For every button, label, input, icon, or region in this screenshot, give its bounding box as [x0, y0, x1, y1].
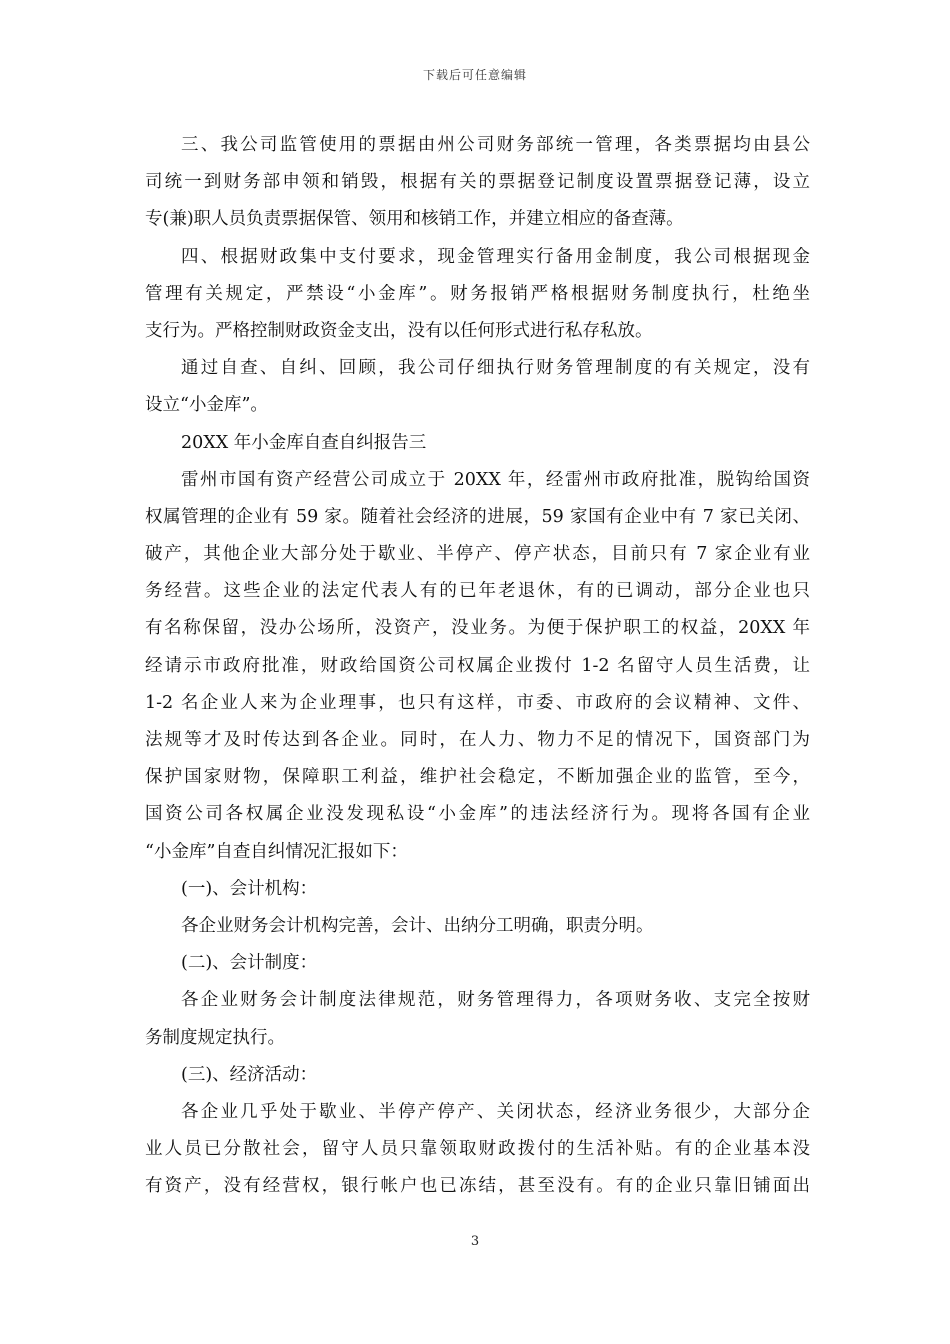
- paragraph-line: 通过自查、自纠、回顾，我公司仔细执行财务管理制度的有关规定，没有: [181, 358, 810, 379]
- paragraph-line: 雷州市国有资产经营公司成立于 20XX 年，经雷州市政府批准，脱钩给国资: [181, 469, 810, 490]
- paragraph-line: 务经营。这些企业的法定代表人有的已年老退休，有的已调动，部分企业也只: [145, 581, 810, 602]
- page-number: 3: [470, 1234, 480, 1249]
- paragraph-line: 国资公司各权属企业没发现私设“小金库”的违法经济行为。现将各国有企业: [145, 804, 810, 825]
- paragraph-line: 司统一到财务部申领和销毁，根据有关的票据登记制度设置票据登记薄，设立: [145, 172, 810, 193]
- paragraph-line: 务制度规定执行。: [145, 1027, 285, 1048]
- paragraph-line: 专(兼)职人员负责票据保管、领用和核销工作，并建立相应的备查薄。: [145, 209, 684, 230]
- paragraph-line: 权属管理的企业有 59 家。随着社会经济的进展，59 家国有企业中有 7 家已关闭、: [145, 506, 810, 527]
- paragraph-line: 支行为。严格控制财政资金支出，没有以任何形式进行私存私放。: [145, 320, 653, 341]
- paragraph-line: 设立“小金库”。: [145, 395, 268, 416]
- paragraph-line: 四、根据财政集中支付要求，现金管理实行备用金制度，我公司根据现金: [181, 246, 810, 267]
- paragraph-line: 各企业几乎处于歇业、半停产停产、关闭状态，经济业务很少，大部分企: [181, 1101, 810, 1122]
- paragraph-line: 1-2 名企业人来为企业理事，也只有这样，市委、市政府的会议精神、文件、: [145, 692, 810, 713]
- paragraph-line: 保护国家财物，保障职工利益，维护社会稳定，不断加强企业的监管，至今，: [145, 767, 810, 788]
- paragraph-line: 法规等才及时传达到各企业。同时，在人力、物力不足的情况下，国资部门为: [145, 730, 810, 750]
- section-heading: 20XX 年小金库自查自纠报告三: [181, 432, 427, 453]
- paragraph-line: 有名称保留，没办公场所，没资产，没业务。为便于保护职工的权益，20XX 年: [145, 618, 810, 639]
- document-body: [145, 127, 810, 1205]
- paragraph-line: 各企业财务会计制度法律规范，财务管理得力，各项财务收、支完全按财: [181, 990, 810, 1011]
- subsection-heading: (三)、经济活动：: [181, 1064, 318, 1085]
- paragraph-line: 管理有关规定，严禁设“小金库”。财务报销严格根据财务制度执行，杜绝坐: [145, 283, 810, 304]
- page-header: 下载后可任意编辑: [422, 68, 527, 82]
- paragraph-line: 业人员已分散社会，留守人员只靠领取财政拨付的生活补贴。有的企业基本没: [145, 1139, 810, 1160]
- paragraph-line: 三、我公司监管使用的票据由州公司财务部统一管理，各类票据均由县公: [181, 135, 810, 155]
- paragraph-line: 有资产，没有经营权，银行帐户也已冻结，甚至没有。有的企业只靠旧铺面出: [145, 1176, 810, 1197]
- paragraph-line: 各企业财务会计机构完善，会计、出纳分工明确，职责分明。: [181, 915, 654, 936]
- subsection-heading: (一)、会计机构：: [181, 878, 318, 899]
- paragraph-line: 破产，其他企业大部分处于歇业、半停产、停产状态，目前只有 7 家企业有业: [145, 544, 810, 565]
- subsection-heading: (二)、会计制度：: [181, 953, 318, 974]
- paragraph-line: “小金库”自查自纠情况汇报如下：: [145, 841, 408, 862]
- paragraph-line: 经请示市政府批准，财政给国资公司权属企业拨付 1-2 名留守人员生活费，让: [145, 655, 810, 676]
